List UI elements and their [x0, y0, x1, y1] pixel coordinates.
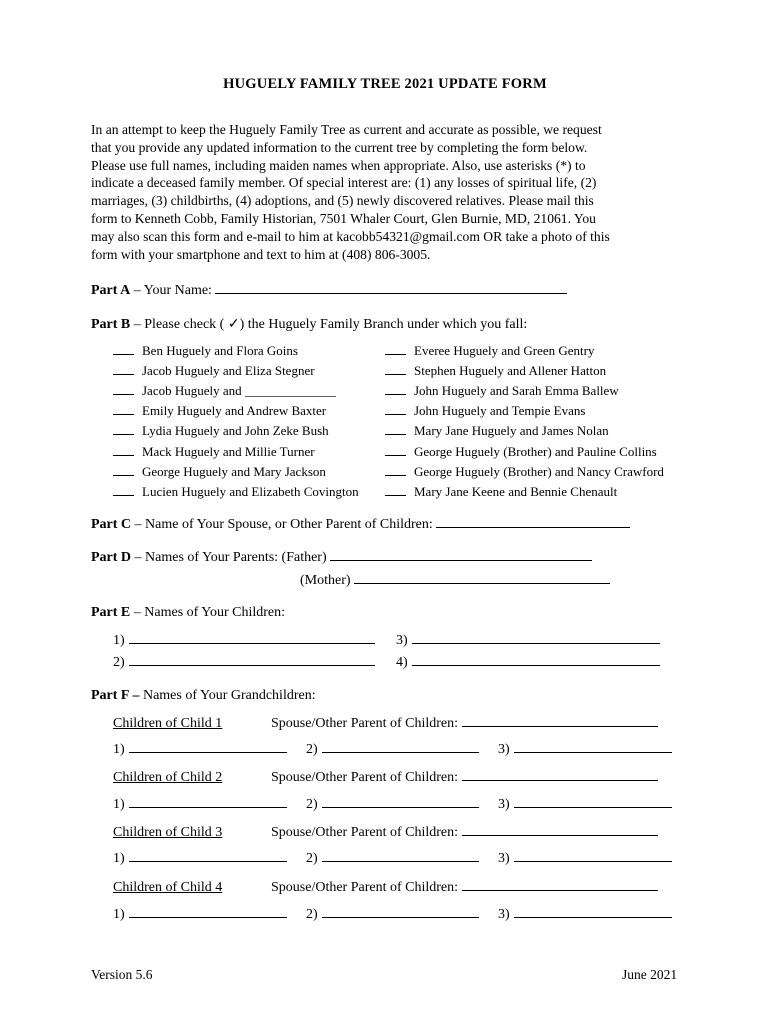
grandchild-row — [498, 907, 672, 923]
child-number: 2) — [113, 655, 125, 670]
part-b-label: Part B — [91, 317, 131, 332]
branch-label: Jacob Huguely and ______________ — [142, 383, 336, 398]
child-number: 3) — [396, 633, 408, 648]
grandchild-number: 1) — [113, 797, 125, 812]
intro-line: may also scan this form and e-mail to him at kacobb54321@gmail.com OR take a photo of this — [91, 228, 610, 244]
child-name-field[interactable] — [412, 664, 660, 666]
grandchild-name-field[interactable] — [129, 860, 287, 862]
grandchild-name-field[interactable] — [129, 916, 287, 918]
grandchild-name-field[interactable] — [322, 860, 479, 862]
branch-label: Lydia Huguely and John Zeke Bush — [142, 423, 329, 438]
grandchild-name-field[interactable] — [129, 751, 287, 753]
branch-item[interactable] — [385, 343, 594, 359]
grandchild-name-field[interactable] — [514, 751, 672, 753]
grandchild-name-field[interactable] — [514, 860, 672, 862]
branch-check-line[interactable] — [385, 373, 406, 375]
branch-item[interactable] — [113, 343, 298, 359]
child-row — [113, 655, 375, 671]
grandchild-spouse-row — [271, 825, 658, 841]
footer-date: June 2021 — [622, 967, 678, 982]
branch-item[interactable] — [113, 383, 336, 399]
grandchild-row — [113, 797, 287, 813]
intro-line: form to Kenneth Cobb, Family Historian, 7501 Whaler Court, Glen Burnie, MD, 21061. You — [91, 210, 596, 226]
grandchild-spouse-field[interactable] — [462, 834, 658, 836]
part-d — [91, 550, 592, 566]
part-d-label: Part D — [91, 550, 132, 565]
branch-label: George Huguely (Brother) and Nancy Crawford — [414, 464, 664, 479]
part-c-text: – Name of Your Spouse, or Other Parent of Children: — [131, 517, 433, 532]
grandchild-number: 2) — [306, 907, 318, 922]
branch-item[interactable] — [385, 363, 606, 379]
father-name-field[interactable] — [330, 559, 592, 561]
grandchild-row — [498, 742, 672, 758]
child-number: 4) — [396, 655, 408, 670]
part-b-text: – Please check ( ✓) the Huguely Family Branch under which you fall: — [130, 317, 528, 332]
grandchild-name-field[interactable] — [322, 806, 479, 808]
grandchild-spouse-field[interactable] — [462, 889, 658, 891]
branch-item[interactable] — [113, 444, 315, 460]
grandchild-name-field[interactable] — [514, 806, 672, 808]
grandchild-spouse-field[interactable] — [462, 725, 658, 727]
form-title: HUGUELY FAMILY TREE 2021 UPDATE FORM — [223, 76, 547, 92]
branch-label: Mary Jane Keene and Bennie Chenault — [414, 484, 618, 499]
part-e-label: Part E — [91, 605, 131, 620]
grandchild-row — [498, 797, 672, 813]
spouse-label: Spouse/Other Parent of Children: — [271, 716, 459, 731]
branch-item[interactable] — [385, 484, 617, 500]
branch-check-line[interactable] — [113, 454, 134, 456]
intro-line: that you provide any updated information to the current tree by completing the form below. — [91, 139, 588, 155]
mother-name-field[interactable] — [354, 582, 610, 584]
mother-label: (Mother) — [300, 573, 351, 588]
branch-item[interactable] — [385, 403, 585, 419]
branch-item[interactable] — [385, 444, 657, 460]
grandchild-group-heading: Children of Child 1 — [113, 716, 223, 731]
child-name-field[interactable] — [129, 664, 375, 666]
grandchild-group-heading: Children of Child 2 — [113, 770, 223, 785]
part-e-text: – Names of Your Children: — [130, 605, 286, 620]
intro-line: marriages, (3) childbirths, (4) adoptions, and (5) newly discovered relatives. Please mail this — [91, 193, 594, 209]
child-row — [396, 633, 660, 649]
part-a-label: Part A — [91, 283, 131, 298]
child-row — [396, 655, 660, 671]
branch-check-line[interactable] — [113, 433, 134, 435]
part-b — [91, 316, 527, 333]
grandchild-row — [113, 851, 287, 867]
branch-check-line[interactable] — [385, 413, 406, 415]
branch-check-line[interactable] — [385, 433, 406, 435]
branch-check-line[interactable] — [113, 373, 134, 375]
branch-label: Mack Huguely and Millie Turner — [142, 444, 315, 459]
grandchild-number: 2) — [306, 742, 318, 757]
grandchild-number: 2) — [306, 797, 318, 812]
part-d-mother — [300, 573, 610, 589]
grandchild-number: 1) — [113, 851, 125, 866]
branch-label: Mary Jane Huguely and James Nolan — [414, 423, 609, 438]
grandchild-spouse-row — [271, 770, 658, 786]
branch-item[interactable] — [113, 423, 329, 439]
spouse-label: Spouse/Other Parent of Children: — [271, 770, 459, 785]
branch-item[interactable] — [113, 403, 326, 419]
grandchild-number: 1) — [113, 742, 125, 757]
part-e — [91, 605, 285, 621]
grandchild-row — [498, 851, 672, 867]
grandchild-row — [306, 797, 479, 813]
branch-label: Jacob Huguely and Eliza Stegner — [142, 363, 315, 378]
part-c-label: Part C — [91, 517, 132, 532]
grandchild-number: 3) — [498, 797, 510, 812]
branch-check-line[interactable] — [385, 454, 406, 456]
spouse-name-field[interactable] — [436, 526, 630, 528]
intro-line: indicate a deceased family member. Of special interest are: (1) any losses of spiritual life, (2) — [91, 175, 597, 191]
grandchild-group-heading: Children of Child 4 — [113, 880, 223, 895]
part-a — [91, 283, 567, 299]
child-name-field[interactable] — [412, 642, 660, 644]
grandchild-row — [306, 851, 479, 867]
spouse-label: Spouse/Other Parent of Children: — [271, 880, 459, 895]
grandchild-number: 1) — [113, 907, 125, 922]
part-f — [91, 688, 316, 704]
branch-label: John Huguely and Tempie Evans — [414, 403, 586, 418]
intro-line: form with your smartphone and text to him at (408) 806-3005. — [91, 246, 431, 262]
branch-check-line[interactable] — [113, 474, 134, 476]
branch-check-line[interactable] — [113, 393, 134, 395]
grandchild-number: 2) — [306, 851, 318, 866]
grandchild-number: 3) — [498, 742, 510, 757]
branch-label: Lucien Huguely and Elizabeth Covington — [142, 484, 359, 499]
grandchild-row — [306, 907, 479, 923]
part-c — [91, 517, 630, 533]
grandchild-spouse-field[interactable] — [462, 779, 658, 781]
branch-item[interactable] — [113, 484, 359, 500]
branch-item[interactable] — [385, 464, 664, 480]
grandchild-spouse-row — [271, 880, 658, 896]
part-f-label: Part F – — [91, 688, 140, 703]
branch-check-line[interactable] — [385, 494, 406, 496]
branch-label: Everee Huguely and Green Gentry — [414, 343, 595, 358]
intro-line: Please use full names, including maiden names when appropriate. Also, use asterisks (*) to — [91, 157, 586, 173]
branch-label: Ben Huguely and Flora Goins — [142, 343, 298, 358]
branch-label: George Huguely and Mary Jackson — [142, 464, 326, 479]
branch-item[interactable] — [113, 363, 315, 379]
grandchild-number: 3) — [498, 851, 510, 866]
branch-check-line[interactable] — [385, 393, 406, 395]
intro-line: In an attempt to keep the Huguely Family Tree as current and accurate as possible, we request — [91, 122, 602, 137]
branch-check-line[interactable] — [113, 494, 134, 496]
grandchild-name-field[interactable] — [322, 751, 479, 753]
grandchild-group-heading: Children of Child 3 — [113, 825, 223, 840]
branch-label: Emily Huguely and Andrew Baxter — [142, 403, 327, 418]
grandchild-number: 3) — [498, 907, 510, 922]
branch-check-line[interactable] — [385, 474, 406, 476]
part-d-text: – Names of Your Parents: (Father) — [131, 550, 327, 565]
grandchild-row — [113, 907, 287, 923]
part-a-text: – Your Name: — [130, 283, 212, 298]
child-name-field[interactable] — [129, 642, 375, 644]
branch-check-line[interactable] — [113, 413, 134, 415]
spouse-label: Spouse/Other Parent of Children: — [271, 825, 459, 840]
grandchild-name-field[interactable] — [129, 806, 287, 808]
your-name-field[interactable] — [215, 292, 567, 294]
branch-label: Stephen Huguely and Allener Hatton — [414, 363, 607, 378]
grandchild-name-field[interactable] — [514, 916, 672, 918]
footer-version: Version 5.6 — [91, 967, 153, 982]
branch-check-line[interactable] — [385, 353, 406, 355]
child-number: 1) — [113, 633, 125, 648]
branch-check-line[interactable] — [113, 353, 134, 355]
grandchild-name-field[interactable] — [322, 916, 479, 918]
child-row — [113, 633, 375, 649]
grandchild-spouse-row — [271, 716, 658, 732]
branch-item[interactable] — [113, 464, 326, 480]
part-f-text: Names of Your Grandchildren: — [139, 688, 316, 703]
grandchild-row — [306, 742, 479, 758]
branch-label: George Huguely (Brother) and Pauline Collins — [414, 444, 657, 459]
branch-label: John Huguely and Sarah Emma Ballew — [414, 383, 619, 398]
branch-item[interactable] — [385, 423, 609, 439]
intro-paragraph — [91, 121, 691, 263]
grandchild-row — [113, 742, 287, 758]
branch-item[interactable] — [385, 383, 619, 399]
